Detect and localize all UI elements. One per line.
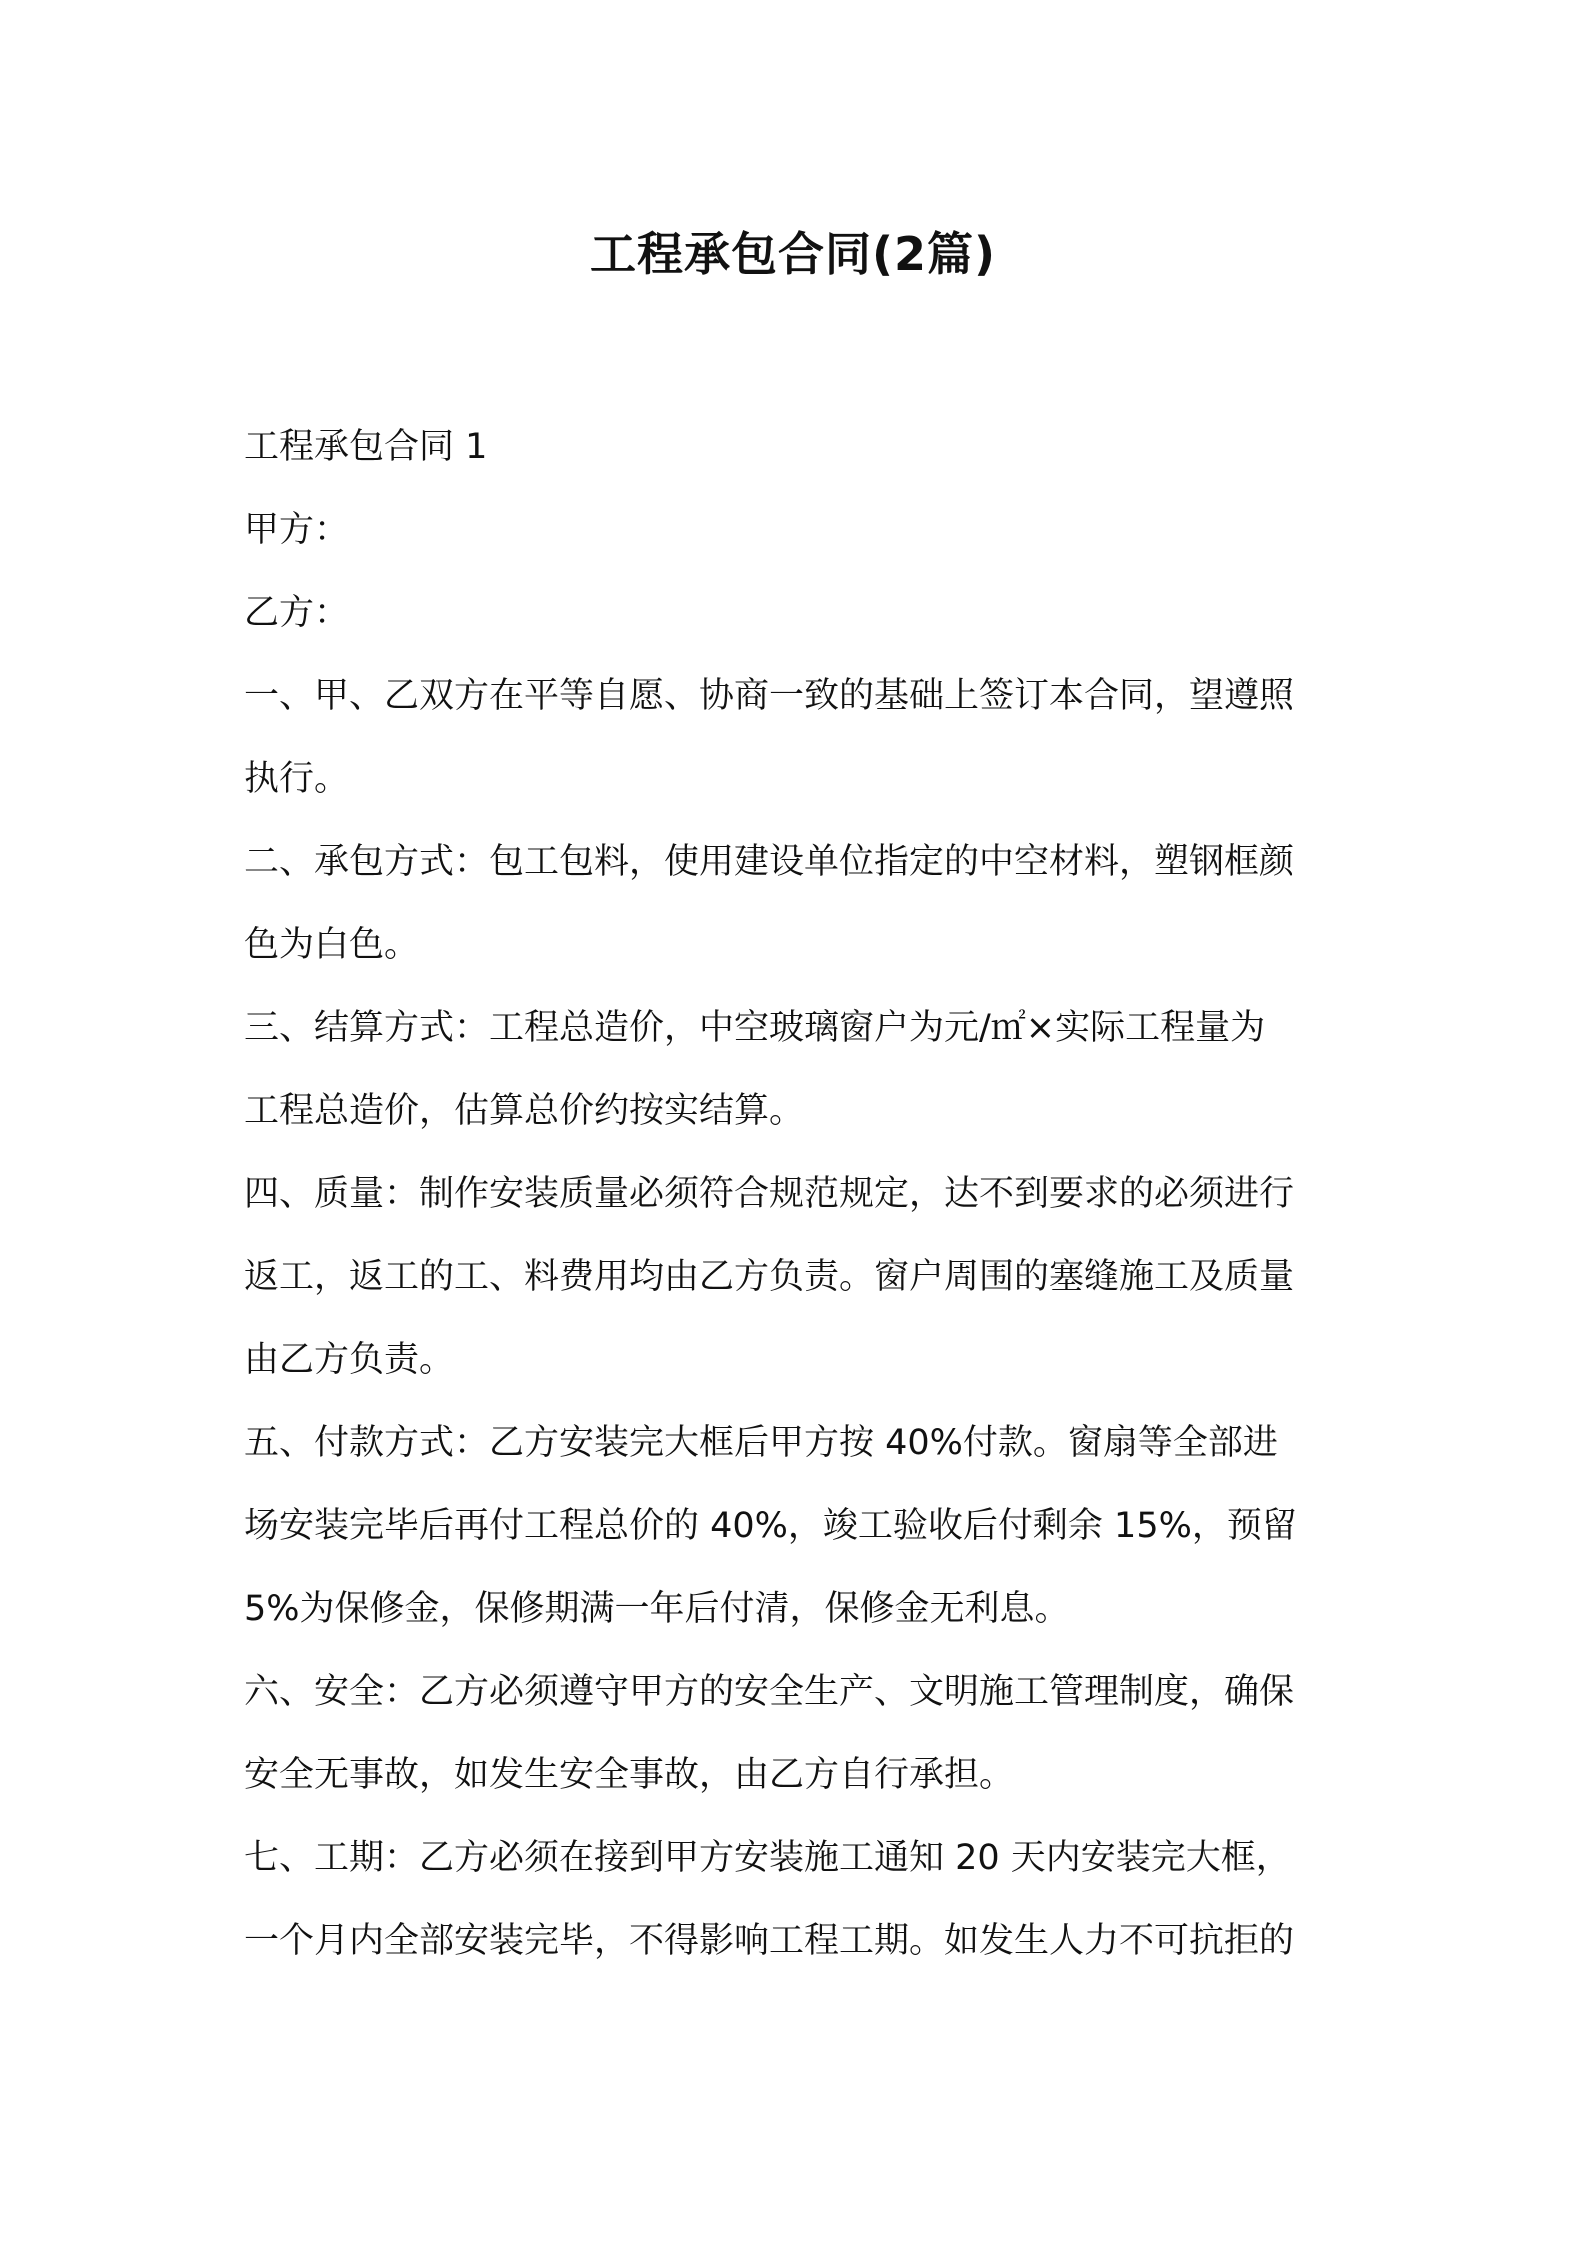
clause-6-line: 安全无事故，如发生安全事故，由乙方自行承担。 bbox=[244, 1755, 1015, 1795]
clause-3-line: 三、结算方式：工程总造价，中空玻璃窗户为元/㎡×实际工程量为 bbox=[244, 1008, 1266, 1048]
clause-4-line: 四、质量：制作安装质量必须符合规范规定，达不到要求的必须进行 bbox=[244, 1174, 1295, 1214]
subtitle-line: 工程承包合同 1 bbox=[244, 427, 488, 467]
clause-5-line: 场安装完毕后再付工程总价的 40%，竣工验收后付剩余 15%，预留 bbox=[244, 1506, 1297, 1546]
clause-5-line: 五、付款方式：乙方安装完大框后甲方按 40%付款。窗扇等全部进 bbox=[244, 1423, 1278, 1463]
clause-1-line: 执行。 bbox=[244, 759, 350, 799]
clause-3-line: 工程总造价，估算总价约按实结算。 bbox=[244, 1091, 805, 1131]
clause-7-line: 一个月内全部安装完毕，不得影响工程工期。如发生人力不可抗拒的 bbox=[244, 1921, 1295, 1961]
party-a-line: 甲方： bbox=[244, 510, 350, 550]
document-title: 工程承包合同(2篇) bbox=[589, 227, 997, 281]
party-b-line: 乙方： bbox=[244, 593, 350, 633]
clause-2-line: 二、承包方式：包工包料，使用建设单位指定的中空材料，塑钢框颜 bbox=[244, 842, 1295, 882]
clause-4-line: 返工，返工的工、料费用均由乙方负责。窗户周围的塞缝施工及质量 bbox=[244, 1257, 1295, 1297]
clause-7-line: 七、工期：乙方必须在接到甲方安装施工通知 20 天内安装完大框， bbox=[244, 1838, 1291, 1878]
clause-6-line: 六、安全：乙方必须遵守甲方的安全生产、文明施工管理制度，确保 bbox=[244, 1672, 1295, 1712]
document-body bbox=[244, 406, 1354, 1983]
clause-5-line: 5%为保修金，保修期满一年后付清，保修金无利息。 bbox=[244, 1589, 1070, 1629]
clause-1-line: 一、甲、乙双方在平等自愿、协商一致的基础上签订本合同，望遵照 bbox=[244, 676, 1295, 716]
clause-4-line: 由乙方负责。 bbox=[244, 1340, 455, 1380]
clause-2-line: 色为白色。 bbox=[244, 925, 420, 965]
